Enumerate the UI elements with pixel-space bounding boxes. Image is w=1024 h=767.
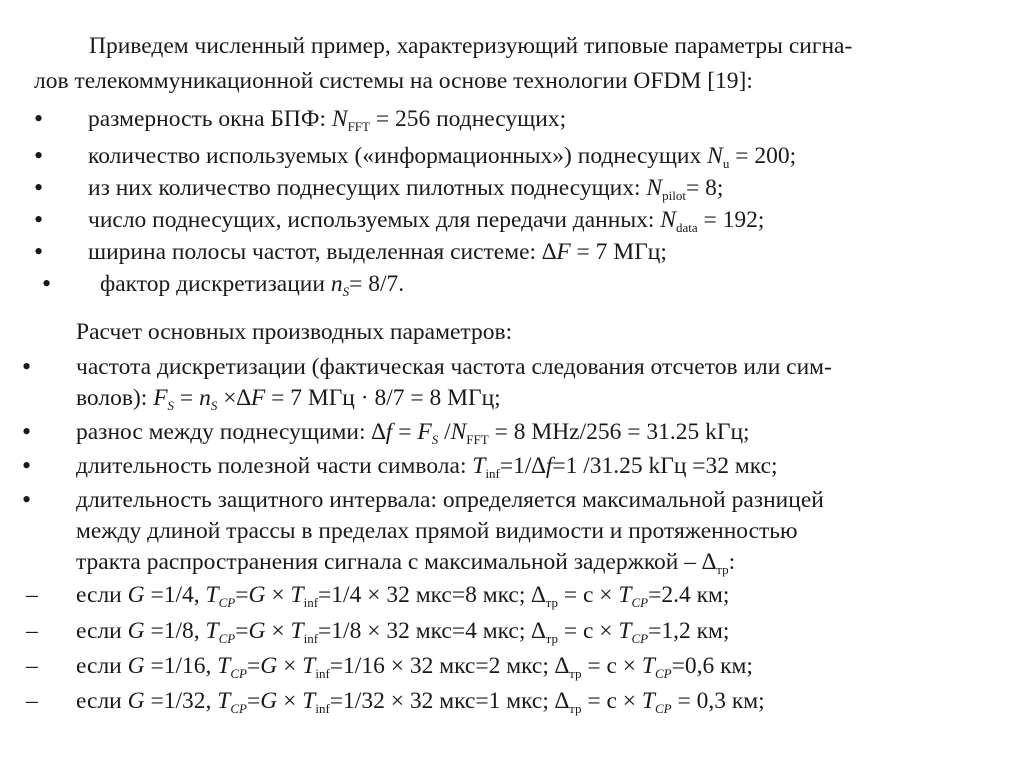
dash-marker: – bbox=[26, 618, 38, 644]
bullet: • bbox=[34, 205, 44, 234]
bullet: • bbox=[34, 173, 44, 202]
bullet: • bbox=[22, 352, 32, 381]
bullet: • bbox=[42, 269, 52, 298]
bullet: • bbox=[34, 104, 44, 133]
bullet: • bbox=[22, 451, 32, 480]
bullet: • bbox=[34, 237, 44, 266]
dash-marker: – bbox=[26, 582, 38, 608]
dash-marker: – bbox=[26, 688, 38, 714]
bullet: • bbox=[22, 417, 32, 446]
bullet: • bbox=[22, 485, 32, 514]
document-page: Приведем численный пример, характеризующий типовые параметры сигна- лов телекоммуникационной системы на основе технологии OFDM [19]: • размерность окна БПФ: $N_{FFT} = 256$ поднесущих; • количество используемых («информационных») поднесущих $N_u = 200$; • из них количество поднесущих пилотных поднесущих: $N_{pilot}= 8$; • число поднесущих, используемых для передачи данных: $N_{data} = 192$; • ширина полосы частот, выделенная системе: ∆F = 7 МГц; • фактор дискретизации $n_S= 8/7$. Расчет основных производных параметров: • частота дискретизации (фактическая частота следования отсчетов или сим- волов): $F_S = n_S \times\Delta F = 7$ МГц · 8/7 = 8 МГц; • разнос между поднесущими: $\Delta f = F_S$ $/N_{FFT} = 8$ MHz/256 = 31.25 kГц; • длительность полезной части символа: $T_{inf}=1/\Delta f=1$ /31.25 kГц =32 мкс; • длительность защитного интервала: определяется максимальной разницей между длиной трассы в пределах прямой видимости и протяженностью тракта распространения сигнала с максимальной задержкой – $\Delta_{тр}$: – если G =1/4, $T_{CP}=G \times T_{inf}=1/4 \times 32$ мкс=8 мкс; $\Delta_{тр} = c \times T_{CP}=2.4$ км; – если G =1/8, $T_{CP}=G \times T_{inf}=1/8 \times 32$ мкс=4 мкс; $\Delta_{тр} = c \times T_{CP}=1,2$ км; – если G =1/16, $T_{CP}=G \times T_{inf}=1/16 \times 32$ мкс=2 мкс; $\Delta_{тр} = c \times T_{CP}=0,6$ км; – если G =1/32, $T_{CP}=G \times T_{inf}=1/32 \times 32$ мкс=1 мкс; $\Delta_{тр} = c \times T_{CP} = 0,3$ км; bbox=[22, 33, 853, 716]
bullet: • bbox=[34, 141, 44, 170]
dash-marker: – bbox=[26, 653, 38, 679]
